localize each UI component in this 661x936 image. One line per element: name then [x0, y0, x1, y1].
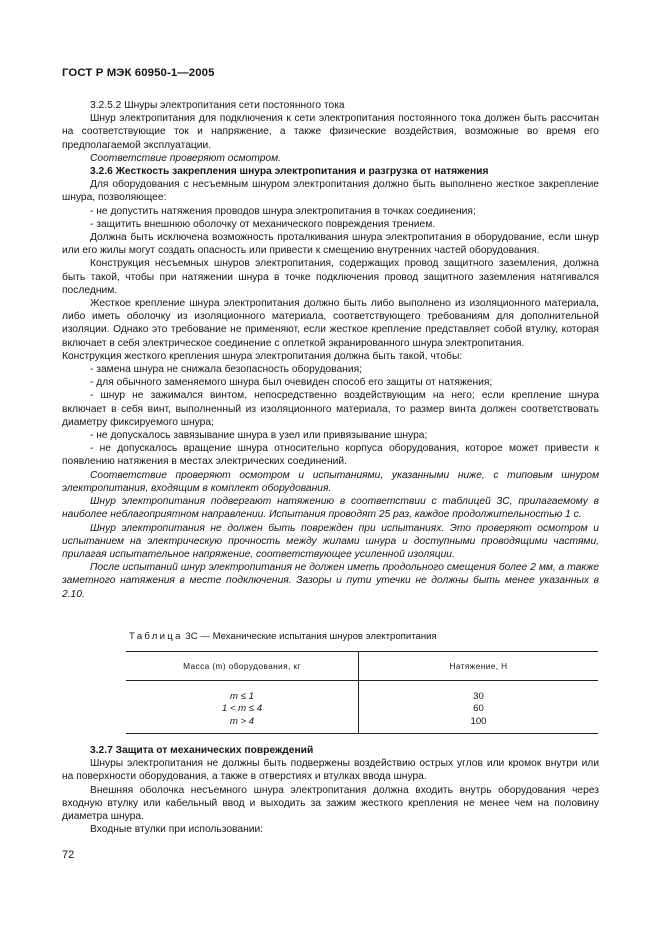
paragraph: Конструкция несъемных шнуров электропитания, содержащих провод защитного заземления, должна быть такой, чтобы при натяжении шнура в точке подключения провод защитного заземления натягивался последним.: [62, 258, 599, 296]
paragraph: Жесткое крепление шнура электропитания должно быть либо выполнено из изоляционного материала, либо иметь оболочку из изоляционного материала, соответствующего требованиям для дополнительной изоляции. Однако это требование не применяют, если жесткое крепление представляет собой втулку, которая включает в себя электрическое соединение с оплеткой экранированного шнура электропитания.: [62, 298, 599, 349]
main-text: [62, 99, 599, 601]
section-heading: 3.2.6 Жесткость закрепления шнура электропитания и разгрузка от натяжения: [90, 166, 489, 178]
compliance-note: Соответствие проверяют осмотром и испытаниями, указанными ниже, с типовым шнуром электропитания, входящим в комплект оборудования.: [62, 469, 599, 494]
paragraph: Для оборудования с несъемным шнуром электропитания должно быть выполнено жесткое закрепление шнура, позволяющее:: [62, 179, 599, 204]
table-row: [126, 681, 598, 703]
paragraph: Шнур электропитания для подключения к сети электропитания постоянного тока должен быть рассчитан на соответствующие ток и напряжение, а также физические воздействия, возможные во время его предполагаемой эксплуатации.: [62, 113, 599, 151]
mass-cell: m ≤ 1: [126, 681, 359, 703]
subsection-heading: 3.2.5.2 Шнуры электропитания сети постоянного тока: [90, 100, 345, 111]
compliance-note: После испытаний шнур электропитания не должен иметь продольного смещения более 2 мм, а также заметного натяжения в месте подключения. Зазоры и пути утечки не должны быть менее указанных в 2.10.: [62, 562, 599, 600]
table-caption-title: 3С — Механические испытания шнуров электропитания: [182, 631, 437, 642]
tension-cell: 100: [359, 715, 599, 733]
list-item: - шнур не зажимался винтом, непосредственно воздействующим на него; если крепление шнура включает в себя винт, выполненный из изоляционного материала, то размер винта должен соответствовать диаметру фиксируемого шнура;: [62, 390, 599, 428]
mass-cell: m > 4: [126, 715, 359, 733]
table-caption-word: Таблица: [129, 631, 183, 642]
paragraph: Должна быть исключена возможность проталкивания шнура электропитания в оборудование, если шнур или его жилы могут создать опасность или привести к смещению внутренних частей оборудования.: [62, 232, 599, 257]
table-caption: [129, 631, 598, 642]
table-row: [126, 715, 598, 733]
list-item: - не допустить натяжения проводов шнура электропитания в точках соединения;: [90, 205, 476, 217]
document-header: ГОСТ Р МЭК 60950-1—2005: [62, 67, 215, 79]
tension-cell: 60: [473, 703, 484, 715]
table-3c: [126, 631, 598, 734]
mechanical-tests-table: [126, 651, 598, 734]
list-item: - для обычного заменяемого шнура был очевиден способ его защиты от натяжения;: [90, 377, 493, 389]
compliance-note: Шнур электропитания не должен быть поврежден при испытаниях. Это проверяют осмотром и испытанием на электрическую прочность между жилами шнура и доступными проводящими частями, прилагая испытательное напряжение, соответствующее усиленной изоляции.: [62, 522, 599, 560]
column-header-tension: Натяжение, Н: [359, 652, 599, 681]
tension-cell: 30: [473, 690, 484, 702]
paragraph: Внешняя оболочка несъемного шнура электропитания должна входить внутрь оборудования через входную втулку или кабельный ввод и выходить за зажим жесткого крепления не менее чем на половину диаметра шнура.: [62, 784, 599, 823]
paragraph: Шнуры электропитания не должны быть подвержены воздействию острых углов или кромок внутри или на поверхности оборудования, а также в отверстиях и втулках ввода шнура.: [62, 758, 599, 783]
compliance-note: Соответствие проверяют осмотром.: [90, 152, 282, 164]
section-heading: 3.2.7 Защита от механических повреждений: [90, 745, 314, 756]
compliance-note: Шнур электропитания подвергают натяжению в соответствии с таблицей 3С, прилагаемому в наиболее неблагоприятном направлении. Испытания проводят 25 раз, каждое продолжительностью 1 с.: [62, 496, 599, 521]
page-number: 72: [62, 849, 75, 861]
list-item: - защитить внешнюю оболочку от механического повреждения трением.: [90, 218, 436, 230]
section-3-2-7: [62, 744, 599, 836]
list-item: - замена шнура не снижала безопасность оборудования;: [90, 364, 362, 376]
column-header-mass: Масса (m) оборудования, кг: [126, 652, 359, 681]
paragraph: Конструкция жесткого крепления шнура электропитания должна быть такой, чтобы:: [62, 350, 463, 362]
paragraph: Входные втулки при использовании:: [90, 824, 264, 836]
mass-cell: 1 < m ≤ 4: [126, 703, 359, 716]
table-row: [126, 703, 598, 716]
list-item: - не допускалось вращение шнура относительно корпуса оборудования, которое может привести к появлению натяжения в местах электрических соединений.: [62, 443, 599, 468]
list-item: - не допускалось завязывание шнура в узел или привязывание шнура;: [90, 430, 428, 442]
